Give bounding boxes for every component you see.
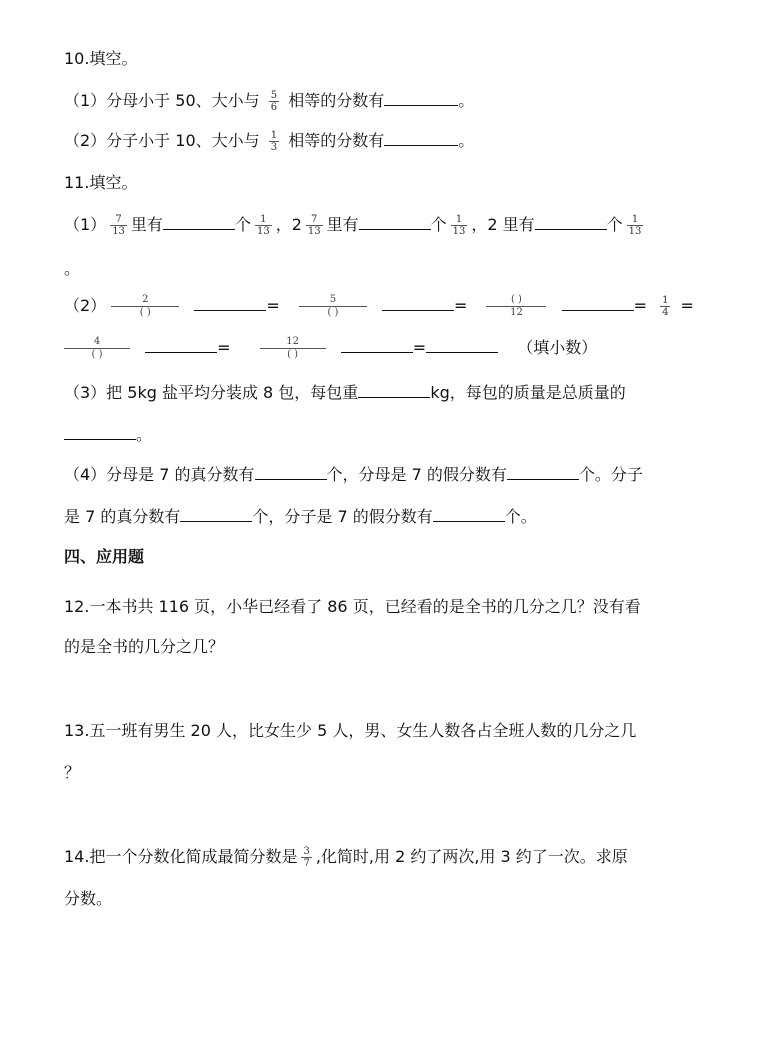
fraction: $\frac{7}{13}$ (307, 214, 321, 237)
fill-decimal-note: （填小数） (517, 338, 598, 357)
fraction-blank[interactable]: 5 ( ) (299, 294, 367, 319)
q11-part2-row1 (64, 294, 694, 319)
q10-title: 10.填空。 (64, 49, 138, 68)
q12-line2: 的是全书的几分之几？ (64, 637, 225, 656)
text: ，2 (275, 215, 302, 234)
text: 。 (136, 425, 153, 444)
q11-p2-label: （2） (64, 296, 107, 315)
answer-blank[interactable] (382, 296, 454, 311)
answer-blank[interactable] (180, 507, 252, 522)
text: 个 (606, 215, 623, 234)
fraction-blank[interactable]: 12 ( ) (260, 336, 326, 361)
equals-sign: = (633, 296, 647, 315)
q14-line2: 分数。 (64, 889, 113, 908)
answer-blank[interactable] (384, 91, 458, 106)
answer-blank[interactable] (358, 383, 430, 398)
q11-part1 (64, 214, 647, 237)
text: 个，分子是 7 的假分数有 (252, 507, 433, 526)
text: 个。分子 (578, 465, 643, 484)
q11-part4-line2 (64, 506, 537, 528)
answer-blank[interactable] (163, 215, 235, 230)
equals-sign: = (412, 338, 427, 357)
q10-p1-end: 。 (458, 91, 475, 110)
answer-blank[interactable] (255, 465, 327, 480)
fraction: $\frac{1}{13}$ (628, 214, 642, 237)
fraction-blank[interactable]: 2 ( ) (111, 294, 179, 319)
text: 个 (430, 215, 447, 234)
q13-line1: 13.五一班有男生 20 人，比女生少 5 人，男、女生人数各占全班人数的几分之几 (64, 721, 637, 740)
text: ，2 里有 (471, 215, 535, 234)
equals-sign: = (453, 296, 468, 315)
answer-blank[interactable] (507, 465, 579, 480)
fraction-blank[interactable]: 4 ( ) (64, 336, 130, 361)
q10-p2-prefix: （2）分子小于 10、大小与 (64, 131, 260, 150)
text: ,化简时,用 2 约了两次,用 3 约了一次。求原 (315, 847, 628, 866)
q11-p1-label: （1） (64, 215, 107, 234)
fraction: $\frac{1}{4}$ (662, 295, 669, 318)
q11-title: 11.填空。 (64, 173, 138, 192)
q11-part4-line1 (64, 464, 643, 486)
answer-blank[interactable] (64, 425, 136, 440)
q11-part3-line1 (64, 382, 626, 404)
text: 个，分母是 7 的假分数有 (326, 465, 507, 484)
q14-line1 (64, 846, 628, 869)
text: kg，每包的质量是总质量的 (430, 383, 626, 402)
answer-blank[interactable] (341, 338, 413, 353)
text: 是 7 的真分数有 (64, 507, 181, 526)
text: 个 (234, 215, 251, 234)
q11-part2-row2 (64, 336, 597, 361)
fraction-blank[interactable]: ( ) 12 (486, 294, 546, 319)
q13-line2: ？ (64, 763, 81, 782)
answer-blank[interactable] (145, 338, 217, 353)
text: （4）分母是 7 的真分数有 (64, 465, 255, 484)
equals-sign: = (680, 296, 694, 315)
q10-part2 (64, 130, 474, 153)
answer-blank[interactable] (359, 215, 431, 230)
q10-p2-end: 。 (458, 131, 475, 150)
fraction: $\frac{5}{6}$ (270, 90, 278, 113)
text: 个。 (504, 507, 537, 526)
q11-part3-line2 (64, 424, 152, 446)
answer-blank[interactable] (433, 507, 505, 522)
answer-blank[interactable] (426, 338, 498, 353)
fraction: $\frac{1}{3}$ (270, 130, 278, 153)
q12-line1: 12.一本书共 116 页，小华已经看了 86 页，已经看的是全书的几分之几？没有看 (64, 597, 641, 616)
q10-p1-suffix: 相等的分数有 (288, 91, 385, 110)
q10-part1 (64, 90, 474, 113)
fraction: $\frac{7}{13}$ (112, 214, 125, 237)
equals-sign: = (217, 338, 231, 357)
section-heading: 四、应用题 (64, 547, 145, 566)
text: 14.把一个分数化简成最简分数是 (64, 847, 298, 866)
text: （3）把 5kg 盐平均分装成 8 包，每包重 (64, 383, 359, 402)
fraction: $\frac{1}{13}$ (256, 214, 270, 237)
text: 里有 (326, 215, 359, 234)
text: 里有 (130, 215, 163, 234)
q11-p1-end: 。 (64, 259, 81, 278)
q10-p1-prefix: （1）分母小于 50、大小与 (64, 91, 260, 110)
answer-blank[interactable] (562, 296, 634, 311)
answer-blank[interactable] (384, 131, 458, 146)
fraction: $\frac{3}{7}$ (303, 846, 310, 869)
equals-sign: = (266, 296, 280, 315)
q10-p2-suffix: 相等的分数有 (288, 131, 385, 150)
answer-blank[interactable] (535, 215, 607, 230)
answer-blank[interactable] (194, 296, 266, 311)
fraction: $\frac{1}{13}$ (452, 214, 466, 237)
